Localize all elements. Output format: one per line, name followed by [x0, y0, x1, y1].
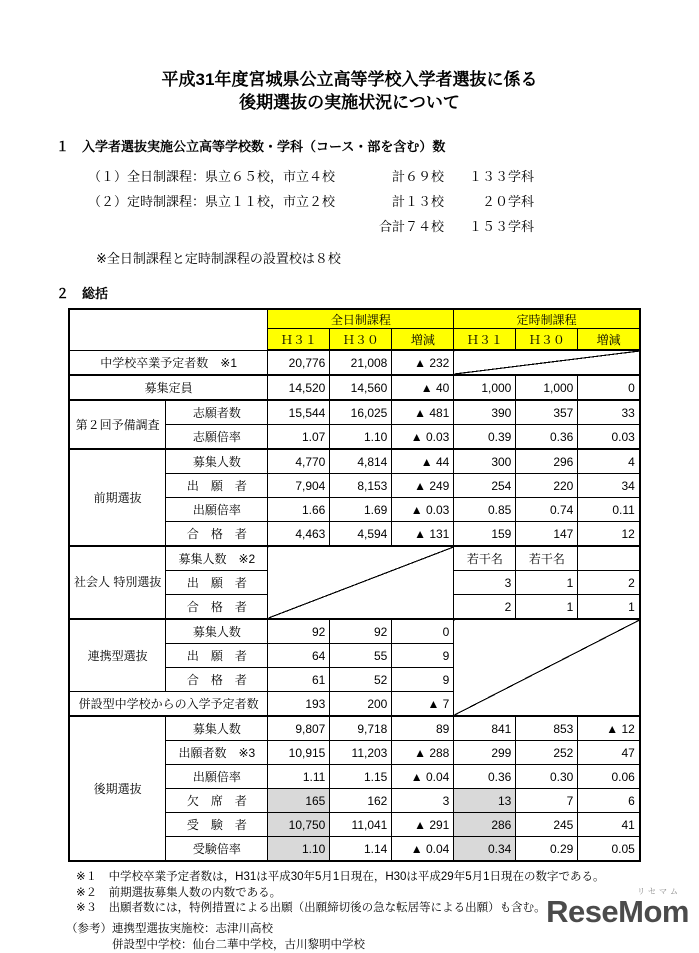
row-label: 募集人数 ※2 [166, 546, 268, 571]
table-cell: 4,814 [330, 449, 392, 474]
document-title [0, 0, 699, 114]
section1-note: ※全日制課程と定時制課程の設置校は８校 [96, 251, 341, 266]
row-group-label: 第２回予備調査 [69, 400, 166, 449]
table-cell: 14,520 [268, 375, 330, 400]
table-cell: ▲ 40 [392, 375, 454, 400]
table-cell: ▲ 232 [392, 350, 454, 375]
table-cell: 1 [516, 571, 578, 595]
table-cell: 4,770 [268, 449, 330, 474]
row-label: 受 験 者 [166, 813, 268, 837]
table-cell: 0.29 [516, 837, 578, 862]
table-cell [578, 546, 640, 571]
table-cell: 1 [578, 595, 640, 620]
table-cell: 1.14 [330, 837, 392, 862]
col-header-diff: 増減 [578, 329, 640, 351]
table-cell: 299 [454, 741, 516, 765]
table-cell: ▲ 7 [392, 692, 454, 717]
table-cell: 1.11 [268, 765, 330, 789]
table-cell: 193 [268, 692, 330, 717]
table-cell: 0 [578, 375, 640, 400]
table-cell: 853 [516, 716, 578, 741]
table-cell: 1.15 [330, 765, 392, 789]
table-cell: 159 [454, 522, 516, 547]
section1-heading: １ 入学者選抜実施公立高等学校数・学科（コース・部を含む）数 [56, 139, 446, 154]
row-group-label: 社会人 特別選抜 [69, 546, 166, 619]
table-cell: 15,544 [268, 400, 330, 425]
table-cell: 7,904 [268, 474, 330, 498]
table-cell: 3 [392, 789, 454, 813]
column-group-parttime: 定時制課程 [454, 309, 640, 329]
table-row [69, 400, 640, 425]
table-cell: 245 [516, 813, 578, 837]
table-cell: 6 [578, 789, 640, 813]
school-count-label: （２）定時制課程：県立１１校，市立２校 [88, 194, 336, 209]
row-label: 合 格 者 [166, 668, 268, 692]
table-cell: ▲ 249 [392, 474, 454, 498]
table-cell: ▲ 0.03 [392, 498, 454, 522]
department-count: １５３学科 [468, 219, 534, 234]
diagonal-empty-cell [268, 546, 454, 619]
table-cell: 9,718 [330, 716, 392, 741]
row-label: 中学校卒業予定者数 ※1 [69, 350, 268, 375]
row-label: 募集定員 [69, 375, 268, 400]
table-cell: 147 [516, 522, 578, 547]
row-label: 出願者数 ※3 [166, 741, 268, 765]
table-cell: 1.69 [330, 498, 392, 522]
table-cell-shaded: 286 [454, 813, 516, 837]
row-label: 受験倍率 [166, 837, 268, 862]
row-label: 合 格 者 [166, 522, 268, 547]
reference-line1: （参考）連携型選抜実施校：志津川高校 [66, 922, 273, 935]
table-cell: 34 [578, 474, 640, 498]
table-cell: 296 [516, 449, 578, 474]
summary-table [68, 308, 641, 862]
row-label: 志願者数 [166, 400, 268, 425]
table-cell-shaded: 0.34 [454, 837, 516, 862]
table-cell: 11,041 [330, 813, 392, 837]
row-label: 出 願 者 [166, 474, 268, 498]
table-cell-shaded: 165 [268, 789, 330, 813]
row-label: 出願倍率 [166, 765, 268, 789]
table-cell: ▲ 44 [392, 449, 454, 474]
table-cell: ▲ 12 [578, 716, 640, 741]
table-cell: 14,560 [330, 375, 392, 400]
table-cell: 2 [454, 595, 516, 620]
school-count-total: 計６９校 [391, 169, 444, 184]
table-cell: 0.36 [454, 765, 516, 789]
table-cell: 8,153 [330, 474, 392, 498]
document-title-line1: 平成31年度宮城県公立高等学校入学者選抜に係る [161, 70, 538, 89]
col-header-h30: Ｈ３０ [330, 329, 392, 351]
table-cell: ▲ 0.04 [392, 837, 454, 862]
table-cell: 200 [330, 692, 392, 717]
document-title-line2: 後期選抜の実施状況について [239, 93, 460, 112]
section2-heading: ２ 総括 [56, 286, 109, 301]
table-cell: 12 [578, 522, 640, 547]
table-cell: 1,000 [454, 375, 516, 400]
school-count-total: 計１３校 [391, 194, 444, 209]
table-cell: ▲ 291 [392, 813, 454, 837]
table-cell: 9 [392, 644, 454, 668]
table-cell: 41 [578, 813, 640, 837]
table-cell: 220 [516, 474, 578, 498]
table-cell-shaded: 13 [454, 789, 516, 813]
table-cell: 92 [330, 619, 392, 644]
row-label: 欠 席 者 [166, 789, 268, 813]
table-cell: 841 [454, 716, 516, 741]
table-cell: 1.07 [268, 425, 330, 450]
table-cell: 390 [454, 400, 516, 425]
col-header-h31: Ｈ３１ [268, 329, 330, 351]
resemom-watermark [546, 886, 689, 927]
col-header-h30: Ｈ３０ [516, 329, 578, 351]
column-group-fulltime: 全日制課程 [268, 309, 454, 329]
table-corner-cell [69, 309, 268, 350]
section1-line-grandtotal [88, 213, 699, 238]
diagonal-empty-cell [454, 619, 640, 716]
table-cell: 61 [268, 668, 330, 692]
row-label: 出 願 者 [166, 571, 268, 595]
table-cell: ▲ 0.04 [392, 765, 454, 789]
section1-line-parttime [88, 188, 699, 213]
table-cell: 4,594 [330, 522, 392, 547]
table-cell: 0.11 [578, 498, 640, 522]
table-cell: 1,000 [516, 375, 578, 400]
section1-line-fulltime [88, 163, 699, 188]
resemom-logo: ReseMom [546, 894, 689, 929]
school-count-total: 合計７４校 [378, 219, 444, 234]
table-cell: 20,776 [268, 350, 330, 375]
table-row [69, 619, 640, 644]
table-cell: 252 [516, 741, 578, 765]
section1-body [88, 163, 699, 238]
table-cell: 11,203 [330, 741, 392, 765]
row-label: 志願倍率 [166, 425, 268, 450]
table-cell: ▲ 481 [392, 400, 454, 425]
footnote-3: ※３ 出願者数には，特例措置による出願（出願締切後の急な転居等による出願）も含む。 [76, 902, 546, 914]
table-row [69, 716, 640, 741]
table-cell: ▲ 0.03 [392, 425, 454, 450]
row-group-label: 連携型選抜 [69, 619, 166, 692]
table-cell-shaded: 10,750 [268, 813, 330, 837]
table-cell: 64 [268, 644, 330, 668]
table-cell: 若干名 [516, 546, 578, 571]
table-cell: 47 [578, 741, 640, 765]
table-row [69, 449, 640, 474]
school-count-label: （１）全日制課程：県立６５校，市立４校 [88, 169, 336, 184]
table-cell: 254 [454, 474, 516, 498]
table-cell: 162 [330, 789, 392, 813]
table-cell: 3 [454, 571, 516, 595]
table-row [69, 546, 640, 571]
table-cell: 0.05 [578, 837, 640, 862]
table-cell-shaded: 1.10 [268, 837, 330, 862]
col-header-h31: Ｈ３１ [454, 329, 516, 351]
table-cell: 92 [268, 619, 330, 644]
col-header-diff: 増減 [392, 329, 454, 351]
table-cell: ▲ 288 [392, 741, 454, 765]
table-cell: 33 [578, 400, 640, 425]
row-label: 募集人数 [166, 449, 268, 474]
row-label: 合 格 者 [166, 595, 268, 620]
table-cell: 0.85 [454, 498, 516, 522]
row-label: 出願倍率 [166, 498, 268, 522]
table-cell: 10,915 [268, 741, 330, 765]
footnote-2: ※２ 前期選抜募集人数の内数である。 [76, 886, 282, 899]
row-label: 募集人数 [166, 716, 268, 741]
resemom-kana-label: リセマム [637, 887, 681, 896]
table-cell: 21,008 [330, 350, 392, 375]
table-cell: 0.74 [516, 498, 578, 522]
row-label: 併設型中学校からの入学予定者数 [69, 692, 268, 717]
row-label: 出 願 者 [166, 644, 268, 668]
table-cell: 9,807 [268, 716, 330, 741]
table-cell: 9 [392, 668, 454, 692]
table-cell: 300 [454, 449, 516, 474]
row-group-label: 前期選抜 [69, 449, 166, 546]
footnote-1: ※１ 中学校卒業予定者数は，H31は平成30年5月1日現在，H30は平成29年5月1日現在の数字である。 [76, 871, 605, 883]
table-cell: 0.30 [516, 765, 578, 789]
table-cell: 2 [578, 571, 640, 595]
row-label: 募集人数 [166, 619, 268, 644]
table-row [69, 375, 640, 400]
table-cell: 0 [392, 619, 454, 644]
table-cell: 若干名 [454, 546, 516, 571]
table-cell: 7 [516, 789, 578, 813]
row-group-label: 後期選抜 [69, 716, 166, 861]
table-cell: 4,463 [268, 522, 330, 547]
table-cell: 4 [578, 449, 640, 474]
table-cell: 0.06 [578, 765, 640, 789]
department-count: １３３学科 [468, 169, 534, 184]
table-cell: 55 [330, 644, 392, 668]
table-row [69, 350, 640, 375]
department-count: ２０学科 [481, 194, 534, 209]
reference-line2: 併設型中学校：仙台二華中学校，古川黎明中学校 [112, 938, 365, 951]
table-cell: 0.03 [578, 425, 640, 450]
table-cell: 0.39 [454, 425, 516, 450]
diagonal-empty-cell [454, 350, 640, 375]
table-cell: 1 [516, 595, 578, 620]
table-cell: 89 [392, 716, 454, 741]
table-cell: 52 [330, 668, 392, 692]
table-cell: 357 [516, 400, 578, 425]
table-cell: 1.10 [330, 425, 392, 450]
table-cell: 16,025 [330, 400, 392, 425]
table-cell: 1.66 [268, 498, 330, 522]
table-cell: ▲ 131 [392, 522, 454, 547]
table-cell: 0.36 [516, 425, 578, 450]
